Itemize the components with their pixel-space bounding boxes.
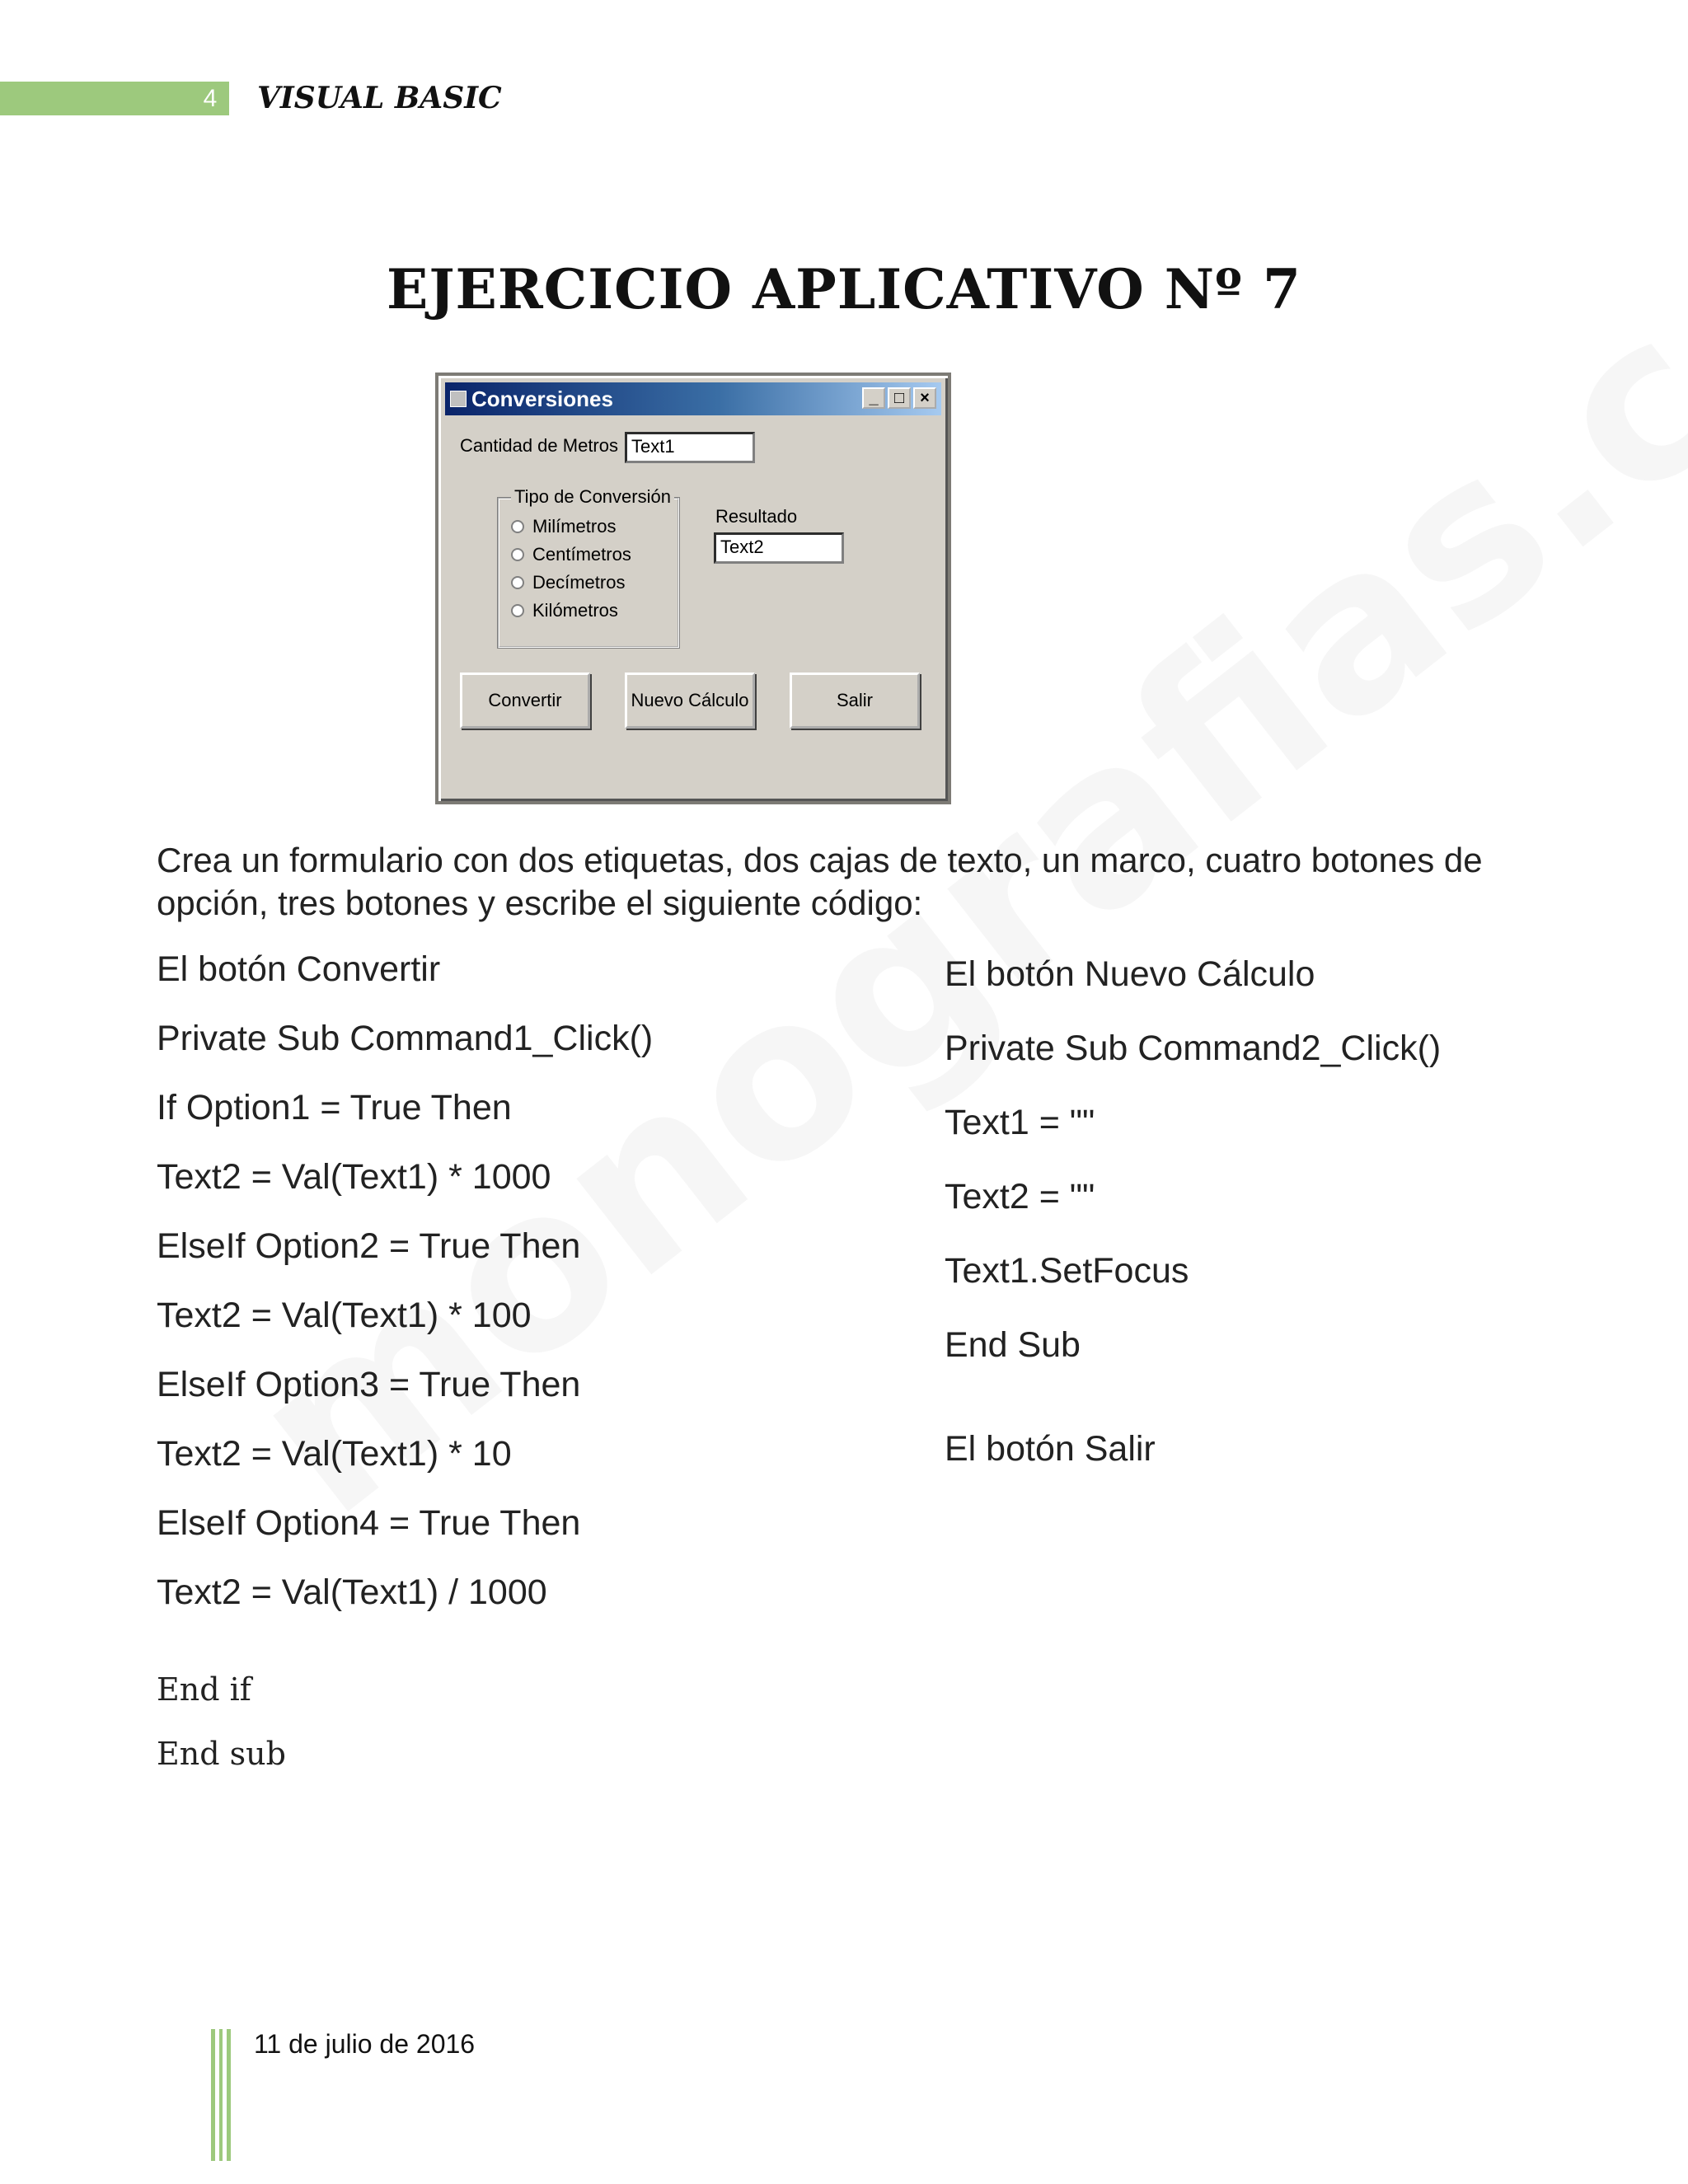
- radio-icon: [511, 576, 524, 589]
- close-icon[interactable]: ×: [913, 387, 936, 409]
- option-kilometros[interactable]: [511, 600, 618, 621]
- code-line: End Sub: [945, 1325, 1081, 1365]
- qty-label: Cantidad de Metros: [460, 435, 618, 456]
- intro-paragraph: Crea un formulario con dos etiquetas, dos cajas de texto, un marco, cuatro botones de opción, tres botones y escribe el siguiente código:: [157, 841, 1483, 922]
- code-line: ElseIf Option4 = True Then: [157, 1503, 581, 1543]
- form-icon: [450, 391, 467, 407]
- code-line: Private Sub Command2_Click(): [945, 1029, 1442, 1068]
- form-screenshot: [435, 373, 951, 804]
- code-line: Text2 = "": [945, 1177, 1095, 1216]
- convertir-button[interactable]: Convertir: [460, 673, 590, 729]
- running-title: VISUAL BASIC: [257, 81, 502, 115]
- option-label: Kilómetros: [532, 600, 618, 621]
- option-label: Centímetros: [532, 544, 631, 565]
- frame-caption: Tipo de Conversión: [511, 486, 674, 508]
- code-line: End if: [157, 1671, 251, 1708]
- footer-bars: [211, 2029, 231, 2161]
- window-titlebar: [445, 382, 941, 415]
- salir-button[interactable]: Salir: [790, 673, 920, 729]
- code-line: Text2 = Val(Text1) * 100: [157, 1296, 532, 1335]
- code-line: ElseIf Option3 = True Then: [157, 1365, 581, 1404]
- footer-date: 11 de julio de 2016: [254, 2029, 476, 2059]
- option-label: Milímetros: [532, 516, 617, 537]
- text1-field[interactable]: Text1: [625, 432, 755, 463]
- code-line: Text1 = "": [945, 1103, 1095, 1142]
- option-label: Decímetros: [532, 572, 626, 593]
- page-number: 4: [203, 85, 218, 112]
- conversion-frame: [498, 486, 679, 648]
- radio-icon: [511, 548, 524, 561]
- window-title: Conversiones: [471, 387, 613, 411]
- code-line: El botón Salir: [945, 1429, 1156, 1469]
- code-line: ElseIf Option2 = True Then: [157, 1226, 581, 1266]
- option-milimetros[interactable]: [511, 516, 616, 537]
- code-line: Text2 = Val(Text1) * 1000: [157, 1157, 551, 1197]
- header-band: [0, 82, 229, 115]
- nuevo-calculo-button[interactable]: Nuevo Cálculo: [625, 673, 755, 729]
- code-line: Text1.SetFocus: [945, 1251, 1189, 1291]
- maximize-icon[interactable]: □: [888, 387, 911, 409]
- option-centimetros[interactable]: [511, 544, 631, 565]
- minimize-icon[interactable]: _: [862, 387, 885, 409]
- code-line: Text2 = Val(Text1) * 10: [157, 1434, 512, 1474]
- code-line: El botón Nuevo Cálculo: [945, 954, 1315, 994]
- code-line: Text2 = Val(Text1) / 1000: [157, 1572, 547, 1612]
- page-title: EJERCICIO APLICATIVO Nº 7: [387, 257, 1301, 321]
- code-line: End sub: [157, 1736, 286, 1772]
- code-line: Private Sub Command1_Click(): [157, 1019, 654, 1058]
- result-label: Resultado: [715, 506, 798, 527]
- text2-field[interactable]: Text2: [714, 532, 844, 564]
- radio-icon: [511, 604, 524, 617]
- radio-icon: [511, 520, 524, 533]
- code-line: If Option1 = True Then: [157, 1088, 512, 1127]
- option-decimetros[interactable]: [511, 572, 625, 593]
- code-line: El botón Convertir: [157, 949, 441, 989]
